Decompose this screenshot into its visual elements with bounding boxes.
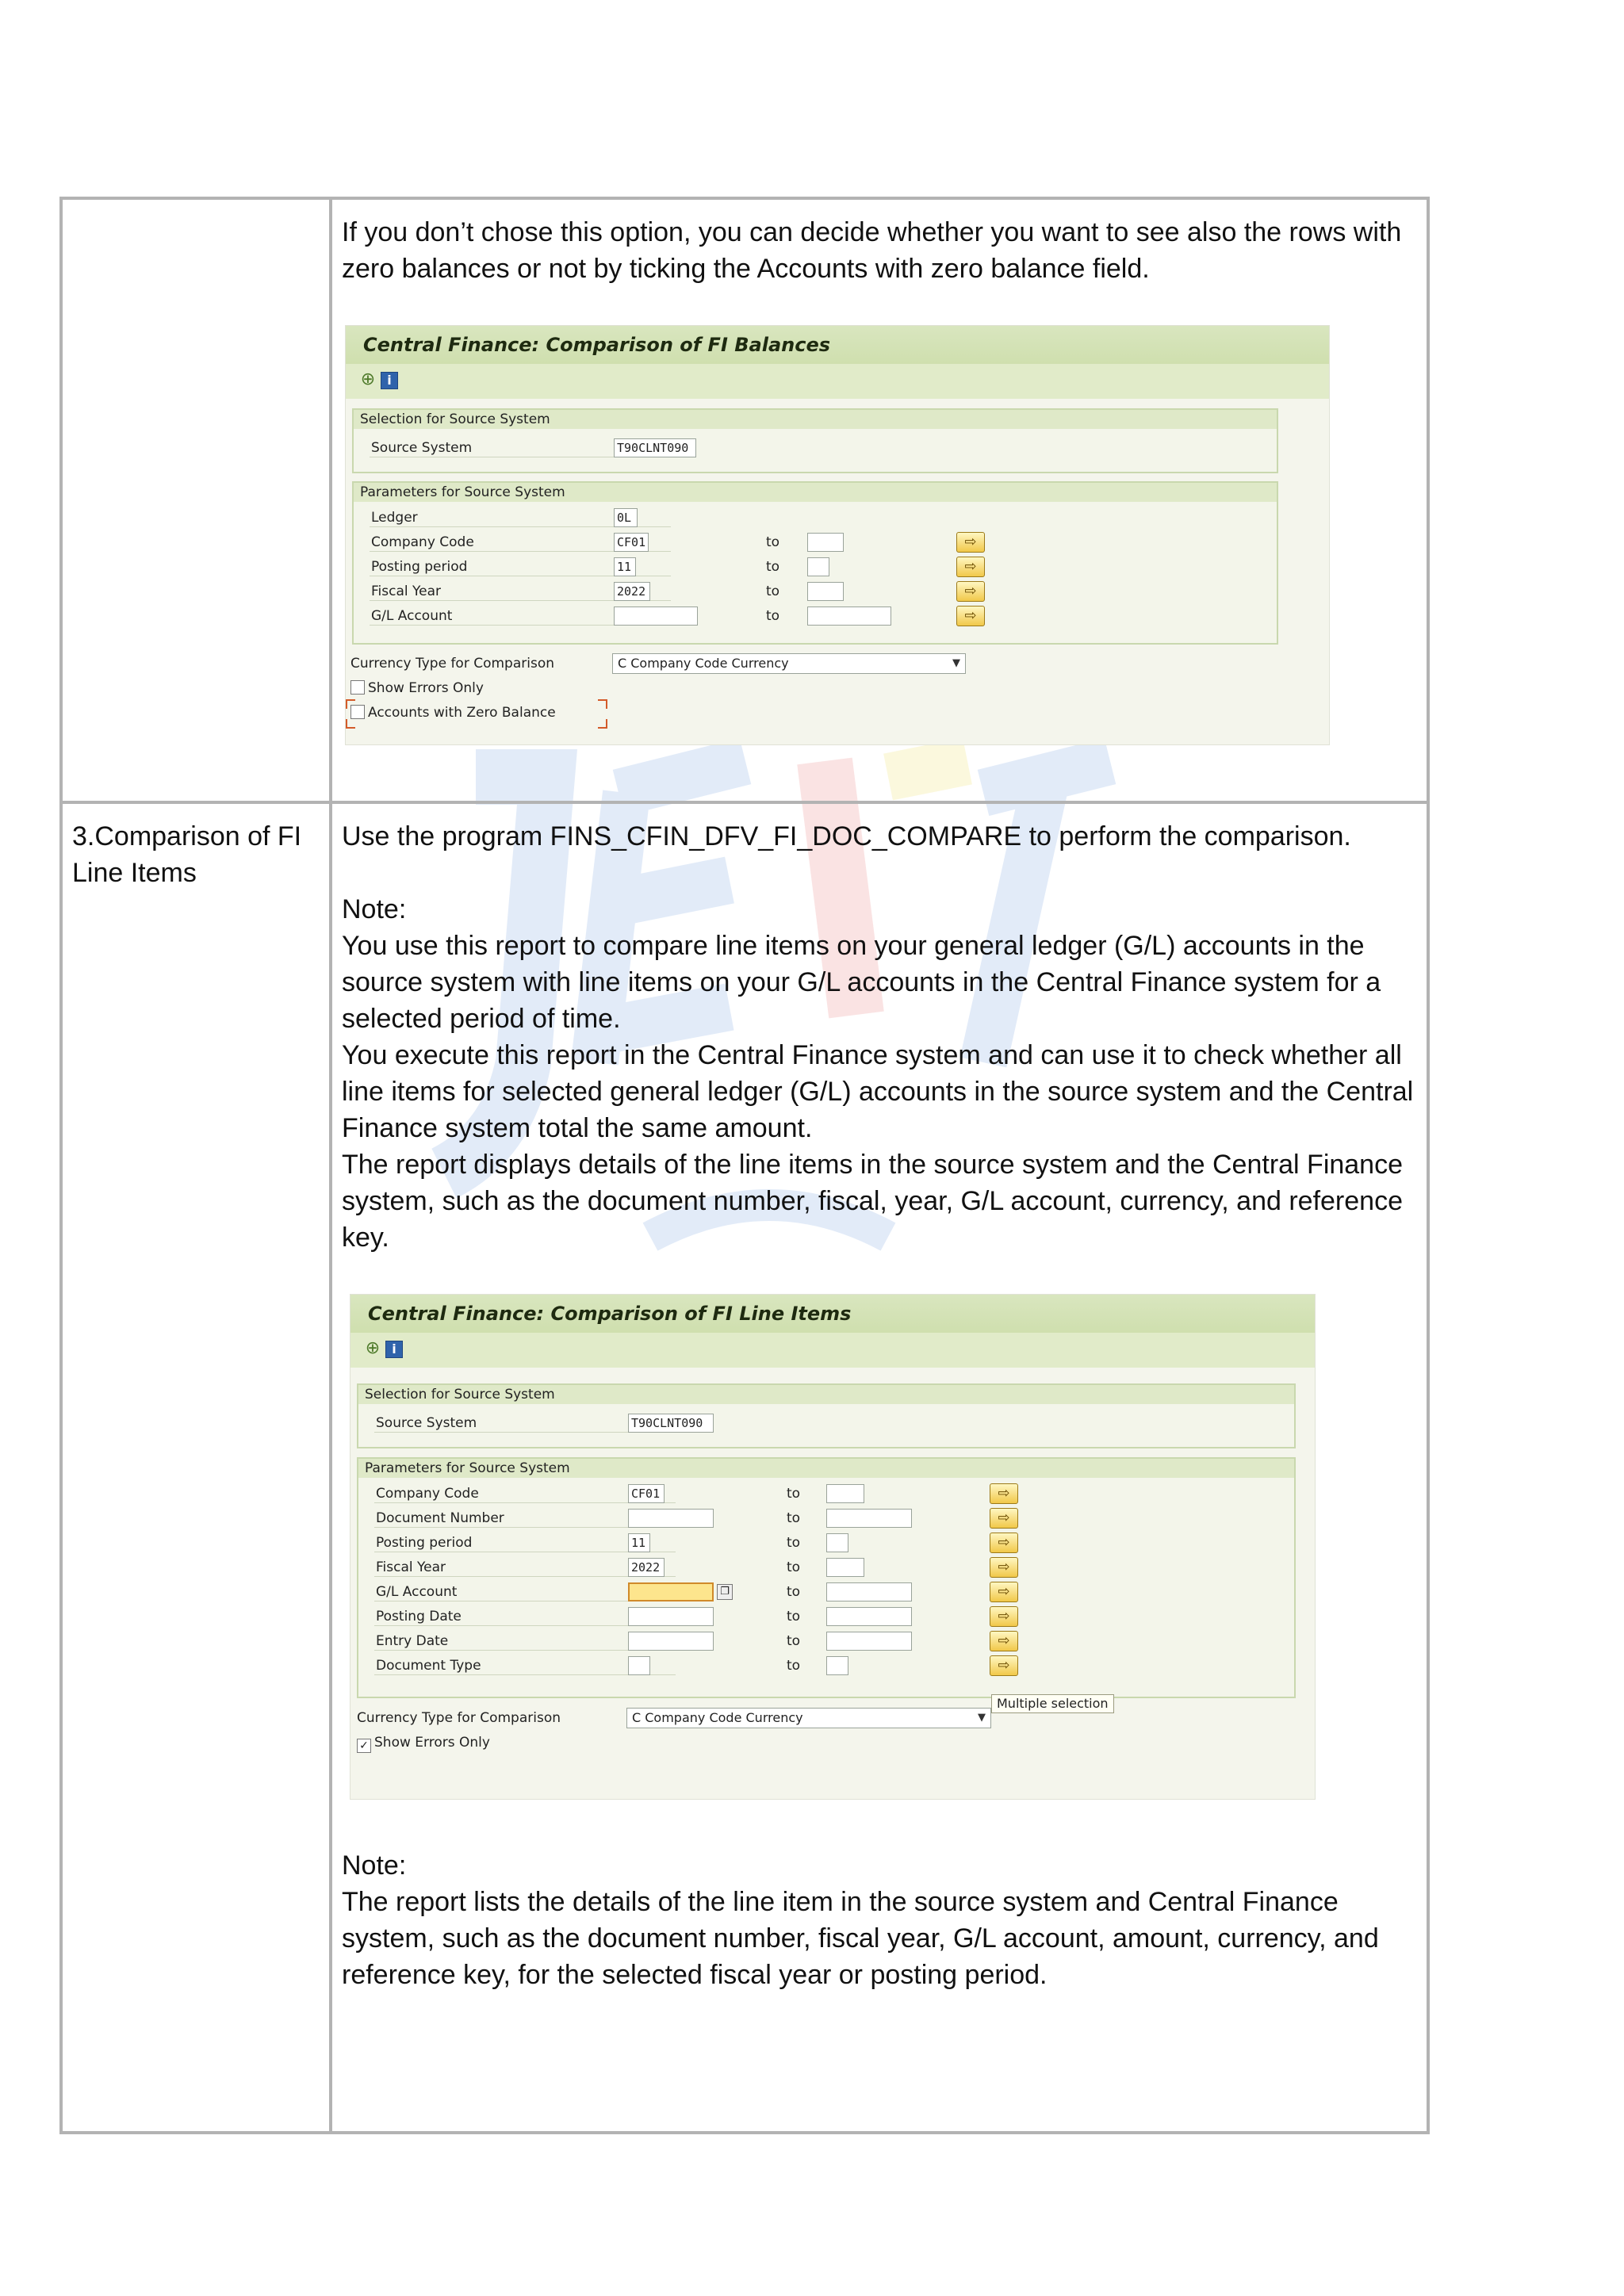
- field-label: Company Code: [371, 534, 474, 550]
- sap-screen-fi-line-items: [350, 1294, 1316, 1800]
- checkmark-icon: ✓: [357, 1739, 371, 1753]
- group-title: Parameters for Source System: [358, 1459, 1294, 1478]
- field-label: Entry Date: [376, 1633, 449, 1649]
- tooltip: Multiple selection: [991, 1694, 1114, 1713]
- info-icon[interactable]: i: [381, 372, 398, 389]
- company-code-from[interactable]: CF01: [628, 1484, 665, 1503]
- toolbar: [350, 1333, 1315, 1368]
- source-system-input[interactable]: T90CLNT090: [628, 1414, 714, 1433]
- to-label: to: [766, 584, 780, 599]
- source-system-input[interactable]: T90CLNT090: [614, 438, 696, 457]
- ledger-input[interactable]: 0L: [614, 508, 638, 527]
- show-errors-checkbox[interactable]: [350, 678, 484, 698]
- chevron-down-icon: ▼: [952, 657, 960, 669]
- multiple-selection-button[interactable]: ⇨: [990, 1606, 1018, 1627]
- multiple-selection-button[interactable]: ⇨: [990, 1582, 1018, 1602]
- note-paragraph: You use this report to compare line items on your general ledger (G/L) accounts in the source system with line items on your G/L accounts in the Central Finance system for a selected period of time.: [342, 931, 1381, 1034]
- multiple-selection-button[interactable]: ⇨: [956, 557, 985, 577]
- checkbox-label: Show Errors Only: [374, 1735, 490, 1751]
- to-label: to: [766, 534, 780, 550]
- to-label: to: [787, 1633, 801, 1649]
- currency-type-dropdown[interactable]: [612, 653, 966, 674]
- checkbox-label: Show Errors Only: [368, 680, 484, 696]
- note-paragraph: The report displays details of the line items in the source system and the Central Finance system, such as the document number, fiscal, year, G/L account, currency, and reference key.: [342, 1150, 1404, 1253]
- company-code-to[interactable]: [807, 533, 844, 552]
- field-label: Company Code: [376, 1486, 479, 1502]
- gl-account-to[interactable]: [826, 1582, 912, 1601]
- currency-type-label: Currency Type for Comparison: [357, 1710, 561, 1726]
- group-parameters: [352, 481, 1278, 645]
- multiple-selection-button[interactable]: ⇨: [956, 581, 985, 602]
- note-label: Note:: [342, 894, 407, 924]
- currency-type-dropdown[interactable]: [626, 1708, 991, 1728]
- fiscal-year-to[interactable]: [826, 1558, 864, 1577]
- gl-account-from[interactable]: [614, 607, 698, 626]
- posting-date-to[interactable]: [826, 1607, 912, 1626]
- currency-type-label: Currency Type for Comparison: [350, 656, 555, 672]
- multiple-selection-button[interactable]: ⇨: [956, 606, 985, 626]
- company-code-from[interactable]: CF01: [614, 533, 649, 552]
- checkbox-icon: [350, 680, 365, 695]
- posting-period-to[interactable]: [826, 1533, 848, 1552]
- field-label: Document Number: [376, 1510, 504, 1526]
- field-label: Posting period: [376, 1535, 473, 1551]
- screen-title: Central Finance: Comparison of FI Line Items: [350, 1295, 1315, 1333]
- currency-type-value: C Company Code Currency: [618, 656, 789, 671]
- field-label: G/L Account: [371, 608, 453, 624]
- document-type-from[interactable]: [628, 1656, 650, 1675]
- field-label: Ledger: [371, 510, 418, 526]
- matchcode-icon[interactable]: ❐: [717, 1584, 733, 1600]
- left-cell-empty: [61, 198, 331, 802]
- posting-date-from[interactable]: [628, 1607, 714, 1626]
- table-row: [61, 802, 1428, 2133]
- to-label: to: [787, 1609, 801, 1624]
- field-label: Fiscal Year: [371, 584, 442, 599]
- note-label: Note:: [342, 1850, 407, 1881]
- chevron-down-icon: ▼: [978, 1712, 986, 1724]
- to-label: to: [787, 1584, 801, 1600]
- right-cell: [331, 198, 1428, 802]
- group-selection: [357, 1383, 1296, 1448]
- section-heading: 3.Comparison of FI Line Items: [72, 821, 302, 888]
- document-number-from[interactable]: [628, 1509, 714, 1528]
- zero-balance-checkbox[interactable]: [350, 702, 556, 723]
- execute-icon[interactable]: ⊕: [365, 1338, 381, 1358]
- posting-period-from[interactable]: 11: [614, 557, 636, 576]
- to-label: to: [787, 1510, 801, 1526]
- multiple-selection-button[interactable]: ⇨: [990, 1533, 1018, 1553]
- field-label: Posting Date: [376, 1609, 462, 1624]
- document-number-to[interactable]: [826, 1509, 912, 1528]
- show-errors-checkbox[interactable]: [357, 1732, 490, 1753]
- group-title: Selection for Source System: [354, 410, 1277, 429]
- note-paragraph: The report lists the details of the line item in the source system and Central Finance system, such as the document number, fiscal year, G/L account, amount, currency, and reference key, for the selected fiscal year or posting period.: [342, 1887, 1379, 1990]
- screen-title: Central Finance: Comparison of FI Balances: [346, 326, 1329, 364]
- checkbox-label: Accounts with Zero Balance: [368, 705, 556, 721]
- info-icon[interactable]: i: [385, 1341, 403, 1358]
- group-selection: [352, 408, 1278, 473]
- multiple-selection-button[interactable]: ⇨: [990, 1655, 1018, 1676]
- field-label: Fiscal Year: [376, 1559, 446, 1575]
- entry-date-from[interactable]: [628, 1632, 714, 1651]
- toolbar: [346, 364, 1329, 399]
- posting-period-to[interactable]: [807, 557, 829, 576]
- currency-type-value: C Company Code Currency: [632, 1710, 803, 1725]
- to-label: to: [766, 559, 780, 575]
- sap-screen-fi-balances: [345, 325, 1330, 745]
- company-code-to[interactable]: [826, 1484, 864, 1503]
- document-type-to[interactable]: [826, 1656, 848, 1675]
- to-label: to: [787, 1559, 801, 1575]
- fiscal-year-from[interactable]: 2022: [628, 1558, 665, 1577]
- fiscal-year-to[interactable]: [807, 582, 844, 601]
- multiple-selection-button[interactable]: ⇨: [990, 1631, 1018, 1651]
- group-title: Parameters for Source System: [354, 483, 1277, 502]
- multiple-selection-button[interactable]: ⇨: [990, 1557, 1018, 1578]
- group-title: Selection for Source System: [358, 1385, 1294, 1404]
- intro-paragraph: If you don’t chose this option, you can decide whether you want to see also the rows with zero balances or not by ticking the Accounts with zero balance field.: [342, 217, 1402, 284]
- field-label: G/L Account: [376, 1584, 458, 1600]
- left-cell-heading: [61, 802, 331, 2133]
- program-paragraph: Use the program FINS_CFIN_DFV_FI_DOC_COMPARE to perform the comparison.: [342, 821, 1351, 851]
- execute-icon[interactable]: ⊕: [360, 369, 376, 389]
- gl-account-from[interactable]: [628, 1582, 714, 1601]
- to-label: to: [766, 608, 780, 624]
- table-row: [61, 198, 1428, 802]
- to-label: to: [787, 1658, 801, 1674]
- to-label: to: [787, 1535, 801, 1551]
- note-paragraph: You execute this report in the Central Finance system and can use it to check whether all line items for selected general ledger (G/L) accounts in the source system and the Central Finance system total the same amount.: [342, 1040, 1414, 1143]
- entry-date-to[interactable]: [826, 1632, 912, 1651]
- source-system-label: Source System: [371, 440, 473, 456]
- field-label: Document Type: [376, 1658, 481, 1674]
- source-system-label: Source System: [376, 1415, 477, 1431]
- document-table: [59, 197, 1430, 2134]
- to-label: to: [787, 1486, 801, 1502]
- multiple-selection-button[interactable]: ⇨: [990, 1508, 1018, 1529]
- gl-account-to[interactable]: [807, 607, 891, 626]
- multiple-selection-button[interactable]: ⇨: [990, 1483, 1018, 1504]
- right-cell: [331, 802, 1428, 2133]
- field-label: Posting period: [371, 559, 468, 575]
- posting-period-from[interactable]: 11: [628, 1533, 650, 1552]
- multiple-selection-button[interactable]: ⇨: [956, 532, 985, 553]
- fiscal-year-from[interactable]: 2022: [614, 582, 650, 601]
- group-parameters: [357, 1457, 1296, 1698]
